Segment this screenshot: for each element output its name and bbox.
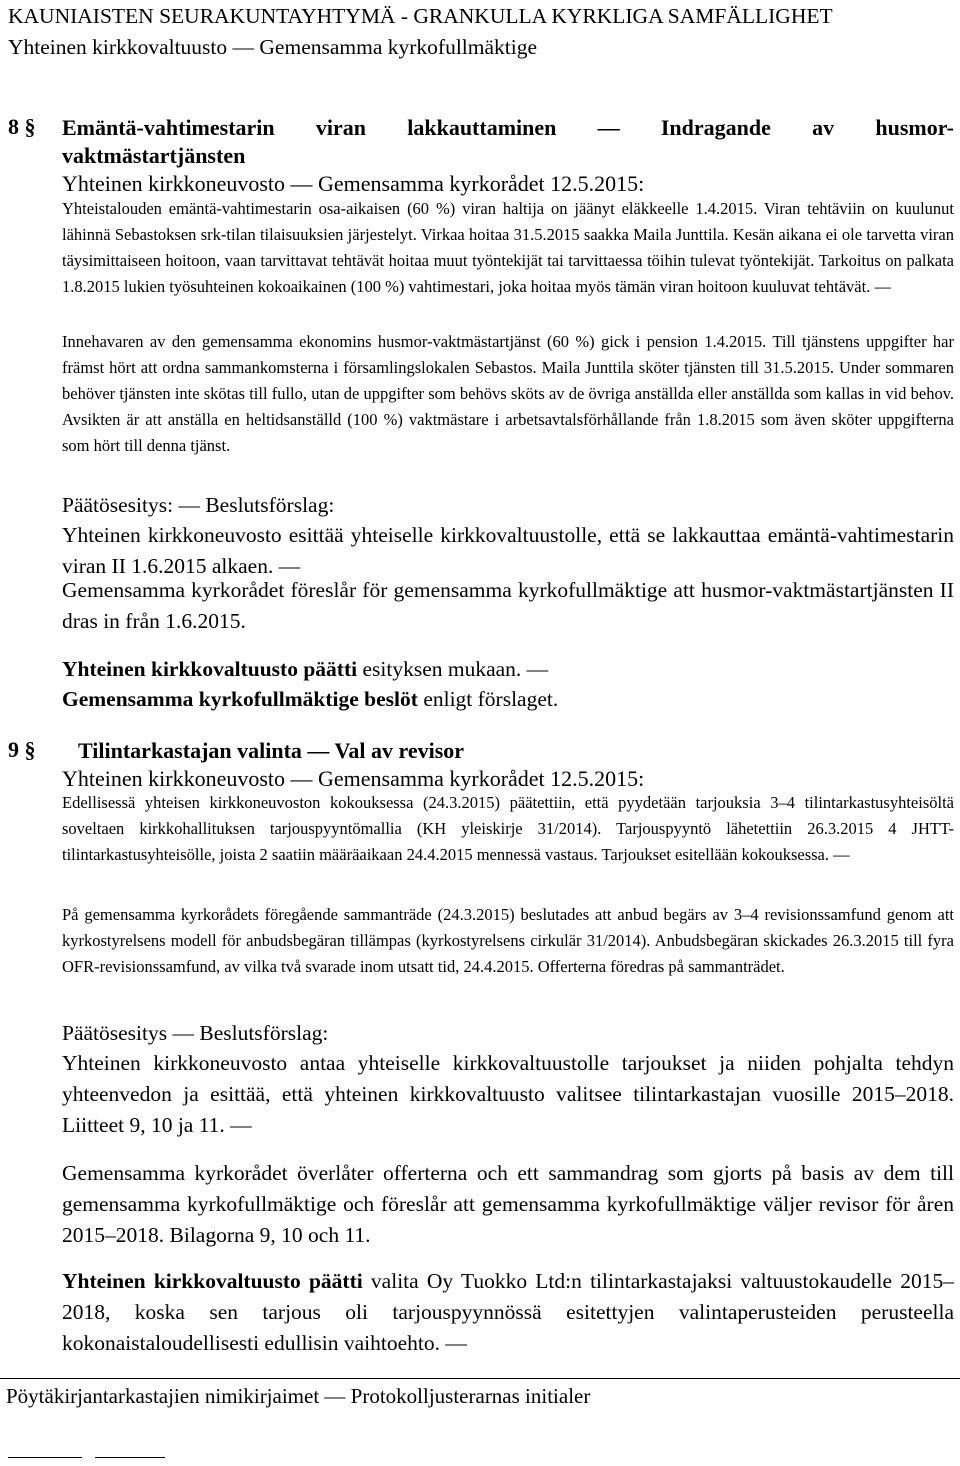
section-9-swedish-text: På gemensamma kyrkorådets föregående sammanträde (24.3.2015) beslutades att anbud begärs av 3–4 revisionssamfund genom att kyrkostyrelsens modell för anbudsbegäran tillämpas (kyrkostyrelsens cirkulär 31/2014). Anbudsbegäran skickades 26.3.2015 till fyra OFR-revisionssamfund, av vilka två svarade inom utsatt tid, 24.4.2015. Offerterna föredras på sammanträdet. — [62, 905, 954, 976]
section-8-proposal-finnish: Yhteinen kirkkoneuvosto esittää yhteiselle kirkkovaltuustolle, että se lakkauttaa emäntä-vahtimestarin viran II 1.6.2015 alkaen. — — [62, 523, 954, 578]
section-8-number: 8 § — [8, 114, 36, 139]
section-9-proposal-finnish: Yhteinen kirkkoneuvosto antaa yhteiselle kirkkovaltuustolle tarjoukset ja niiden pohjalta tehdyn yhteenvedon ja esittää, että yhteinen kirkkovaltuusto valitsee tilintarkastajan vuosille 2015–2018. Liitteet 9, 10 ja 11. — — [62, 1051, 954, 1137]
decision-bold: Yhteinen kirkkovaltuusto päätti — [62, 1269, 363, 1293]
organization-header: KAUNIAISTEN SEURAKUNTAYHTYMÄ - GRANKULLA KYRKLIGA SAMFÄLLIGHET — [8, 4, 833, 28]
decision-finnish-rest: esityksen mukaan. — — [357, 657, 549, 681]
section-9-title: Tilintarkastajan valinta — Val av revisor — [78, 738, 465, 763]
decision-swedish-bold: Gemensamma kyrkofullmäktige beslöt — [62, 687, 418, 711]
section-8-subhead: Yhteinen kirkkoneuvosto — Gemensamma kyrkorådet 12.5.2015: — [62, 171, 645, 196]
section-8-decision-finnish — [62, 654, 954, 685]
section-9-number: 9 § — [8, 737, 36, 762]
section-8-finnish-text: Yhteistalouden emäntä-vahtimestarin osa-aikaisen (60 %) viran haltija on jäänyt eläkkeelle 1.4.2015. Viran tehtäviin on kuulunut lähinnä Sebastoksen srk-tilan tilaisuuksien järjestelyt. Virkaa hoitaa 31.5.2015 saakka Maila Junttila. Kesän aikana ei ole tarvetta viran täysimittaiseen hoitoon, vaan tarvittavat tehtävät hoitaa muut työntekijät tai tarvittaessa töihin tulevat työntekijät. Tarkoitus on palkata 1.8.2015 lukien työsuhteinen kokoaikainen (100 %) vahtimestari, joka hoitaa myös tämän viran hoitoon kuuluvat tehtävät. — — [62, 199, 954, 296]
decision-finnish-bold: Yhteinen kirkkovaltuusto päätti — [62, 657, 358, 681]
section-9-decision — [62, 1266, 954, 1359]
decision-swedish-rest: enligt förslaget. — [417, 687, 559, 711]
section-8-title-line2: vaktmästartjänsten — [62, 143, 246, 168]
footer-divider — [0, 1378, 960, 1379]
initials-line-2 — [95, 1457, 165, 1458]
section-9-finnish-text: Edellisessä yhteisen kirkkoneuvoston kokouksessa (24.3.2015) päätettiin, että pyydetään tarjouksia 3–4 tilintarkastusyhteisöltä soveltaen kirkkohallituksen tarjouspyyntömallia (KH yleiskirje 31/2014). Tarjouspyyntö lähetettiin 26.3.2015 4 JHTT-tilintarkastusyhteisölle, joista 2 saatiin määräaikaan 24.4.2015 mennessä vastaus. Tarjoukset esitellään kokouksessa. — — [62, 793, 954, 864]
section-9-subhead: Yhteinen kirkkoneuvosto — Gemensamma kyrkorådet 12.5.2015: — [62, 766, 645, 791]
section-8-proposal-swedish: Gemensamma kyrkorådet föreslår för gemensamma kyrkofullmäktige att husmor-vaktmästartjänsten II dras in från 1.6.2015. — [62, 578, 954, 633]
section-9-proposal-heading: Päätösesitys — Beslutsförslag: — [62, 1021, 329, 1045]
section-8-swedish-text: Innehavaren av den gemensamma ekonomins husmor-vaktmästartjänst (60 %) gick i pension 1.4.2015. Till tjänstens uppgifter har främst hört att ordna sammankomsterna i församlingslokalen Sebastos. Maila Junttila sköter tjänsten till 31.5.2015. Under sommaren behöver tjänsten inte skötas till fullo, utan de uppgifter som behövs sköts av de övriga anställda eller anställda som kallas in vid behov. Avsikten är att anställa en heltidsanställd (100 %) vaktmästare i arbetsavtalsförhållande från 1.8.2015 som även sköter uppgifterna som hört till denna tjänst. — [62, 332, 954, 455]
section-8-proposal-heading: Päätösesitys: — Beslutsförslag: — [62, 493, 335, 517]
section-8-title-line1: Emäntä-vahtimestarin viran lakkauttaminen — Indragande av husmor- — [62, 115, 954, 140]
section-9-proposal-swedish: Gemensamma kyrkorådet överlåter offerterna och ett sammandrag som gjorts på basis av dem till gemensamma kyrkofullmäktige och föreslår att gemensamma kyrkofullmäktige väljer revisor för åren 2015–2018. Bilagorna 9, 10 och 11. — [62, 1161, 954, 1247]
initials-line-1 — [8, 1457, 82, 1458]
body-header: Yhteinen kirkkovaltuusto — Gemensamma kyrkofullmäktige — [8, 35, 538, 59]
initials-label: Pöytäkirjantarkastajien nimikirjaimet — Protokolljusterarnas initialer — [6, 1384, 591, 1408]
decision-rest: valita Oy Tuokko Ltd:n tilintarkastajaksi valtuustokaudelle 2015–2018, koska sen tarjous oli tarjouspyynnössä esitettyjen valintaperusteiden perusteella kokonaistaloudellisesti edullisin vaihtoehto. — — [62, 1269, 954, 1355]
section-8-decision-swedish — [62, 684, 954, 715]
